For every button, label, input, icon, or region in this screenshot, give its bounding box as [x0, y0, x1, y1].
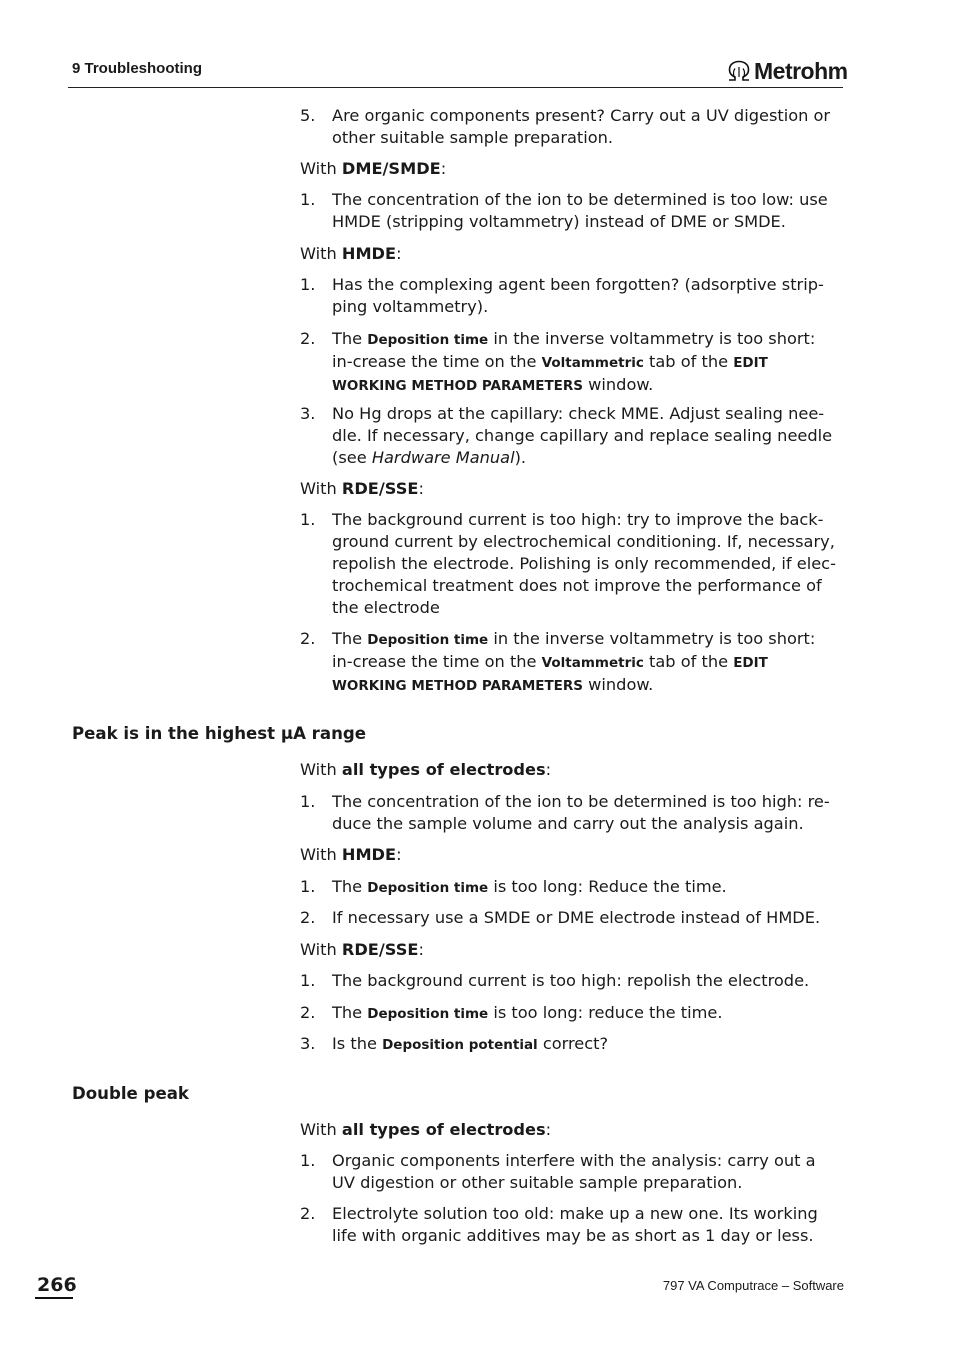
brand-logo — [726, 57, 848, 85]
with-line: With RDE/SSE: — [300, 479, 424, 498]
header-rule — [68, 87, 843, 88]
list-item: 2. Electrolyte solution too old: make up a new one. Its working life with organic additives may be as short as 1 day or less. — [300, 1204, 818, 1245]
omega-icon — [726, 59, 752, 83]
list-item: 1. The Deposition time is too long: Reduce the time. — [300, 877, 727, 896]
brand-name: Metrohm — [754, 57, 848, 84]
with-line: With RDE/SSE: — [300, 940, 424, 959]
footer-rule — [35, 1297, 73, 1299]
list-item: 1. Organic components interfere with the analysis: carry out a UV digestion or other suitable sample preparation. — [300, 1151, 816, 1192]
section-heading: Double peak — [72, 1084, 189, 1103]
with-line: With DME/SMDE: — [300, 159, 447, 178]
list-item: 3. No Hg drops at the capillary: check MME. Adjust sealing nee-dle. If necessary, change capillary and replace sealing needle (see Hardware Manual). — [300, 404, 833, 467]
list-item: 5. Are organic components present? Carry out a UV digestion or other suitable sample preparation. — [300, 106, 831, 147]
with-line: With HMDE: — [300, 845, 402, 864]
list-item: 1. The concentration of the ion to be determined is too high: re-duce the sample volume and carry out the analysis again. — [300, 792, 830, 833]
with-line: With HMDE: — [300, 244, 402, 263]
chapter-title: 9 Troubleshooting — [72, 60, 202, 77]
document-title: 797 VA Computrace – Software — [662, 1278, 844, 1293]
list-item: 2. The Deposition time in the inverse voltammetry is too short: in-crease the time on the Voltammetric tab of the EDIT WORKING METHOD PARAMETERS window. — [300, 629, 816, 694]
list-item: 1. The background current is too high: repolish the electrode. — [300, 971, 810, 990]
list-item: 1. The background current is too high: try to improve the back-ground current by electrochemical conditioning. If, necessary, repolish the electrode. Polishing is only recommended, if elec-trochemical treatment does not improve the performance of the electrode — [300, 510, 836, 617]
page-number: 266 — [37, 1274, 77, 1296]
list-item: 2. If necessary use a SMDE or DME electrode instead of HMDE. — [300, 908, 821, 927]
with-line: With all types of electrodes: — [300, 1120, 552, 1139]
list-item: 2. The Deposition time in the inverse voltammetry is too short: in-crease the time on the Voltammetric tab of the EDIT WORKING METHOD PARAMETERS window. — [300, 329, 816, 394]
with-line: With all types of electrodes: — [300, 760, 552, 779]
list-item: 1. The concentration of the ion to be determined is too low: use HMDE (stripping voltammetry) instead of DME or SMDE. — [300, 190, 828, 231]
section-heading: Peak is in the highest µA range — [72, 724, 367, 743]
list-item: 2. The Deposition time is too long: reduce the time. — [300, 1003, 723, 1022]
list-item: 3. Is the Deposition potential correct? — [300, 1034, 609, 1053]
list-item: 1. Has the complexing agent been forgotten? (adsorptive strip-ping voltammetry). — [300, 275, 824, 316]
